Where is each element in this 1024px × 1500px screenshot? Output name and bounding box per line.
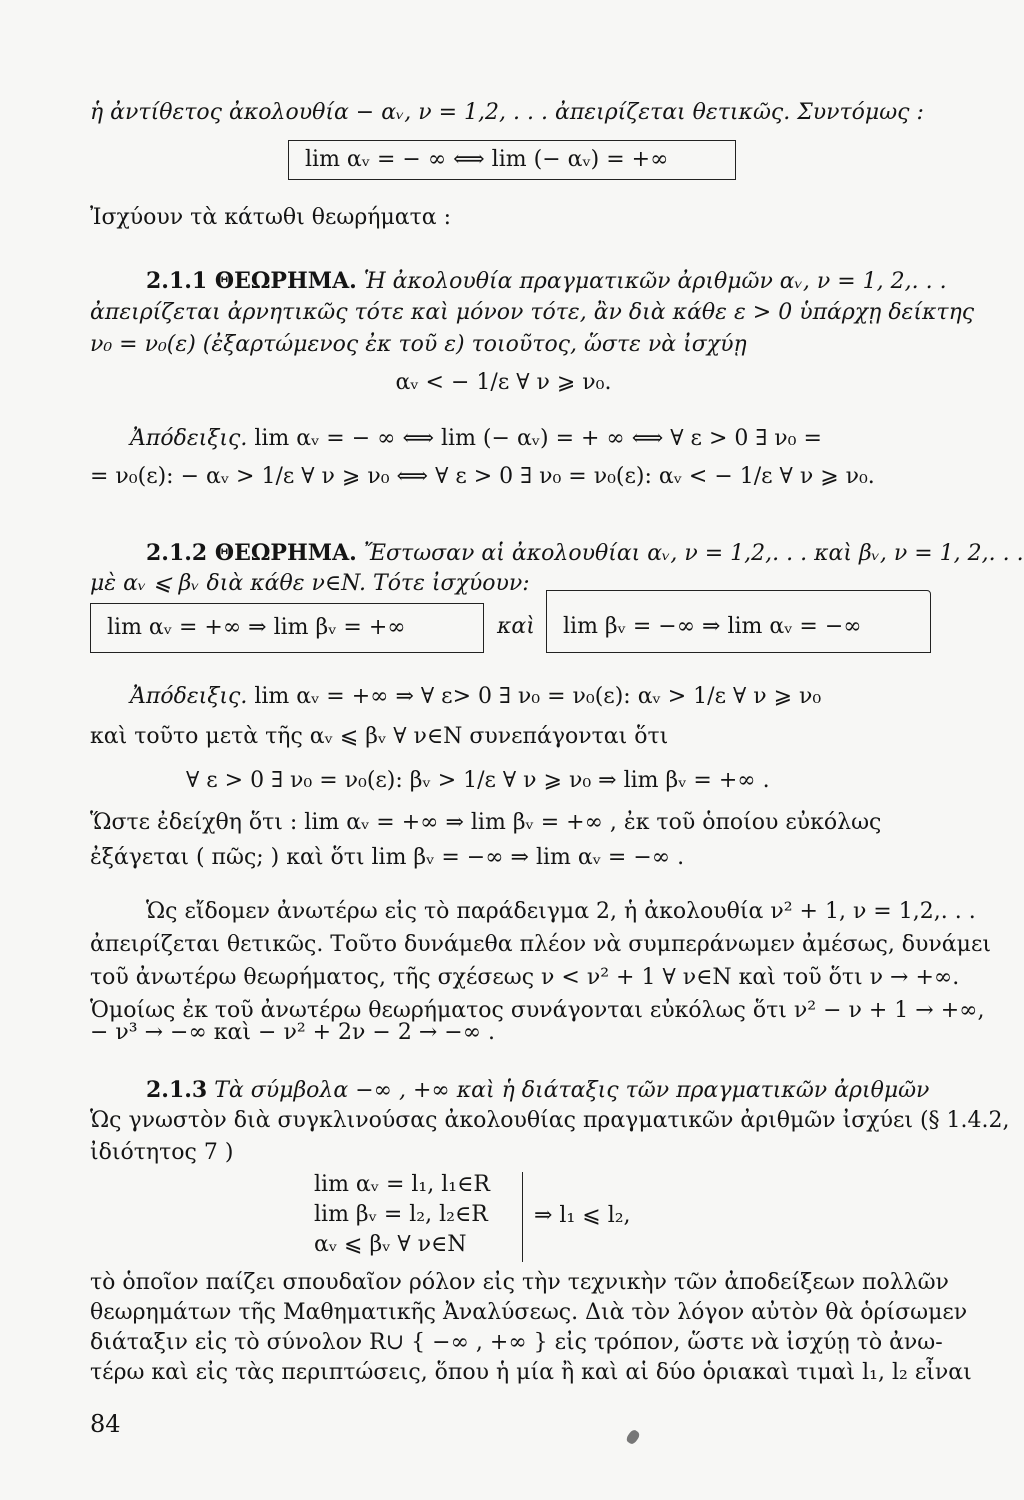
limit-system-row-1: lim αᵥ = l₁, l₁∈R <box>314 1172 490 1197</box>
box-definition-neg-infinity: lim αᵥ = − ∞ ⟺ lim (− αᵥ) = +∞ <box>288 140 736 180</box>
proof-2-line-2: καὶ τοῦτο μετὰ τῆς αᵥ ⩽ βᵥ ∀ ν∈N συνεπάγονται ὅτι <box>90 724 669 749</box>
limit-system-result: ⇒ l₁ ⩽ l₂, <box>534 1203 631 1228</box>
closing-line-1: τὸ ὁποῖον παίζει σπουδαῖον ρόλον εἰς τὴν τεχνικὴν τῶν ἀποδείξεων πολλῶν <box>90 1270 949 1295</box>
theorem-2-1-1-formula: αᵥ < − 1/ε ∀ ν ⩾ ν₀. <box>395 370 612 395</box>
proof-2-text-a: lim αᵥ = +∞ ⇒ ∀ ε> 0 ∃ ν₀ = ν₀(ε): αᵥ > 1/ε ∀ ν ⩾ ν₀ <box>254 684 822 709</box>
paragraph-line-4: Ὁμοίως ἐκ τοῦ ἀνωτέρω θεωρήματος συνάγονται εὐκόλως ὅτι ν² − ν + 1 → +∞, <box>90 998 985 1023</box>
proof-2-label: Ἀπόδειξις. <box>130 684 248 709</box>
proof-2-line-5: ἐξάγεται ( πῶς; ) καὶ ὅτι lim βᵥ = −∞ ⇒ lim αᵥ = −∞ . <box>90 845 685 870</box>
box-implication-minus-infinity: lim βᵥ = −∞ ⇒ lim αᵥ = −∞ <box>546 590 931 653</box>
section-2-1-3-heading-line <box>90 1075 930 1106</box>
theorem-2-1-1-line-3: ν₀ = ν₀(ε) (ἐξαρτώμενος ἐκ τοῦ ε) τοιοῦτος, ὥστε νὰ ἰσχύῃ <box>90 332 747 357</box>
paragraph-line-2: ἀπειρίζεται θετικῶς. Τοῦτο δυνάμεθα πλέον νὰ συμπεράνωμεν ἀμέσως, δυνάμει <box>90 932 991 957</box>
intro-line: ἡ ἀντίθετος ἀκολουθία − αᵥ, ν = 1,2, . . . ἀπειρίζεται θετικῶς. Συντόμως : <box>90 100 924 125</box>
theorem-2-1-2-text-a: Ἔστωσαν αἱ ἀκολουθίαι αᵥ, ν = 1,2,. . . καὶ βᵥ, ν = 1, 2,. . . <box>363 541 1024 566</box>
proof-1-label: Ἀπόδειξις. <box>130 426 248 451</box>
ink-mark <box>625 1428 641 1445</box>
proof-2-line-4: Ὥστε ἐδείχθη ὅτι : lim αᵥ = +∞ ⇒ lim βᵥ = +∞ , ἐκ τοῦ ὁποίου εὐκόλως <box>90 810 882 835</box>
theorems-intro: Ἰσχύουν τὰ κάτωθι θεωρήματα : <box>90 205 452 230</box>
box-implication-plus-infinity: lim αᵥ = +∞ ⇒ lim βᵥ = +∞ <box>90 603 484 653</box>
closing-line-2: θεωρημάτων τῆς Μαθηματικῆς Ἀναλύσεως. Διὰ τὸν λόγον αὐτὸν θὰ ὁρίσωμεν <box>90 1300 968 1325</box>
limit-system-row-3: αᵥ ⩽ βᵥ ∀ ν∈N <box>314 1232 467 1257</box>
section-2-1-3-title: Τὰ σύμβολα −∞ , +∞ καὶ ἡ διάταξις τῶν πραγματικῶν ἀριθμῶν <box>214 1078 930 1103</box>
limit-system-row-2: lim βᵥ = l₂, l₂∈R <box>314 1202 488 1227</box>
proof-1-text-a: lim αᵥ = − ∞ ⟺ lim (− αᵥ) = + ∞ ⟺ ∀ ε > 0 ∃ ν₀ = <box>254 426 822 451</box>
proof-1-line-2: = ν₀(ε): − αᵥ > 1/ε ∀ ν ⩾ ν₀ ⟺ ∀ ε > 0 ∃ ν₀ = ν₀(ε): αᵥ < − 1/ε ∀ ν ⩾ ν₀. <box>90 464 875 489</box>
paragraph-line-3: τοῦ ἀνωτέρω θεωρήματος, τῆς σχέσεως ν < ν² + 1 ∀ ν∈N καὶ τοῦ ὅτι ν → +∞. <box>90 965 960 990</box>
proof-2-line-1 <box>90 682 917 712</box>
theorem-2-1-1-text-a: Ἡ ἀκολουθία πραγματικῶν ἀριθμῶν αᵥ, ν = 1, 2,. . . <box>363 269 947 294</box>
section-2-1-3-line-1: Ὡς γνωστὸν διὰ συγκλινούσας ἀκολουθίας πραγματικῶν ἀριθμῶν ἰσχύει (§ 1.4.2, <box>90 1108 1010 1133</box>
closing-line-4: τέρω καὶ εἰς τὰς περιπτώσεις, ὅπου ἡ μία ἢ καὶ αἱ δύο ὁριακαὶ τιμαὶ l₁, l₂ εἶναι <box>90 1360 972 1385</box>
section-2-1-3-line-2: ἰδιότητος 7 ) <box>90 1140 234 1165</box>
page-number: 84 <box>90 1410 121 1438</box>
paragraph-line-5: − ν³ → −∞ καὶ − ν² + 2ν − 2 → −∞ . <box>90 1020 496 1045</box>
proof-2-line-3: ∀ ε > 0 ∃ ν₀ = ν₀(ε): βᵥ > 1/ε ∀ ν ⩾ ν₀ ⇒ lim βᵥ = +∞ . <box>186 768 770 793</box>
proof-1-line-1 <box>90 424 917 454</box>
theorem-2-1-2-line-2: μὲ αᵥ ⩽ βᵥ διὰ κάθε ν∈N. Τότε ἰσχύουν: <box>90 571 530 596</box>
theorem-2-1-2-heading: 2.1.2 ΘΕΩΡΗΜΑ. <box>146 540 357 566</box>
box-connector-and: καὶ <box>497 614 535 639</box>
limit-system-brace <box>512 1172 523 1262</box>
paragraph-line-1: Ὡς εἴδομεν ἀνωτέρω εἰς τὸ παράδειγμα 2, ἡ ἀκολουθία ν² + 1, ν = 1,2,. . . <box>146 899 976 924</box>
limit-system <box>314 1170 490 1260</box>
theorem-2-1-1-line-2: ἀπειρίζεται ἀρνητικῶς τότε καὶ μόνον τότε, ἂν διὰ κάθε ε > 0 ὑπάρχῃ δείκτης <box>90 300 975 325</box>
theorem-2-1-1-heading: 2.1.1 ΘΕΩΡΗΜΑ. <box>146 268 357 294</box>
theorem-2-1-2-line-1 <box>90 538 1024 569</box>
closing-line-3: διάταξιν εἰς τὸ σύνολον R∪ { −∞ , +∞ } εἰς τρόπον, ὥστε νὰ ἰσχύῃ τὸ ἀνω- <box>90 1330 943 1355</box>
section-2-1-3-number: 2.1.3 <box>146 1077 208 1103</box>
theorem-2-1-1-line-1 <box>90 266 947 297</box>
